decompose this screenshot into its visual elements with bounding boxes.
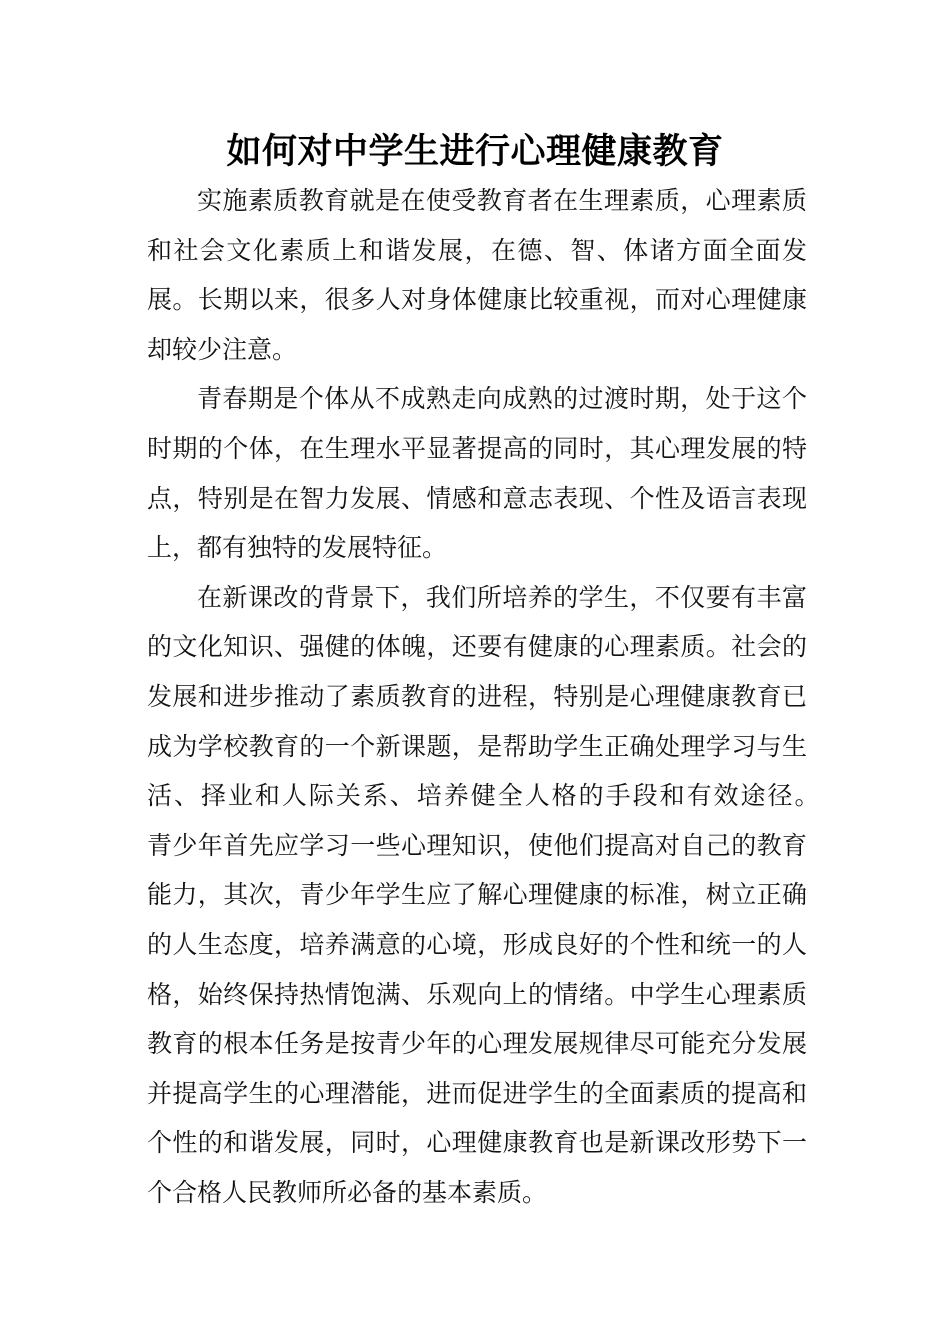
paragraph: 在新课改的背景下，我们所培养的学生，不仅要有丰富的文化知识、强健的体魄，还要有健康的心理素质。社会的发展和进步推动了素质教育的进程，特别是心理健康教育已成为学校教育的一个新课题，是帮助学生正确处理学习与生活、择业和人际关系、培养健全人格的手段和有效途径。 青少年首先应学习一些心理知识，使他们提高对自己的教育能力，其次，青少年学生应了解心理健康的标准，树立正确的人生态度，培养满意的心境，形成良好的个性和统一的人格，始终保持热情饱满、乐观向上的情绪。中学生心理素质教育的根本任务是按青少年的心理发展规律尽可能充分发展并提高学生的心理潜能，进而促进学生的全面素质的提高和个性的和谐发展，同时，心理健康教育也是新课改形势下一个合格人民教师所必备的基本素质。: [147, 582, 858, 1207]
paragraph: 实施素质教育就是在使受教育者在生理素质，心理素质和社会文化素质上和谐发展，在德、智、体诸方面全面发展。长期以来，很多人对身体健康比较重视，而对心理健康却较少注意。: [147, 186, 807, 364]
document-body: [147, 176, 858, 1217]
document-title: 如何对中学生进行心理健康教育: [226, 131, 724, 172]
paragraph: 青春期是个体从不成熟走向成熟的过渡时期，处于这个时期的个体，在生理水平显著提高的同时，其心理发展的特点，特别是在智力发展、情感和意志表现、个性及语言表现上，都有独特的发展特征。: [147, 384, 807, 563]
